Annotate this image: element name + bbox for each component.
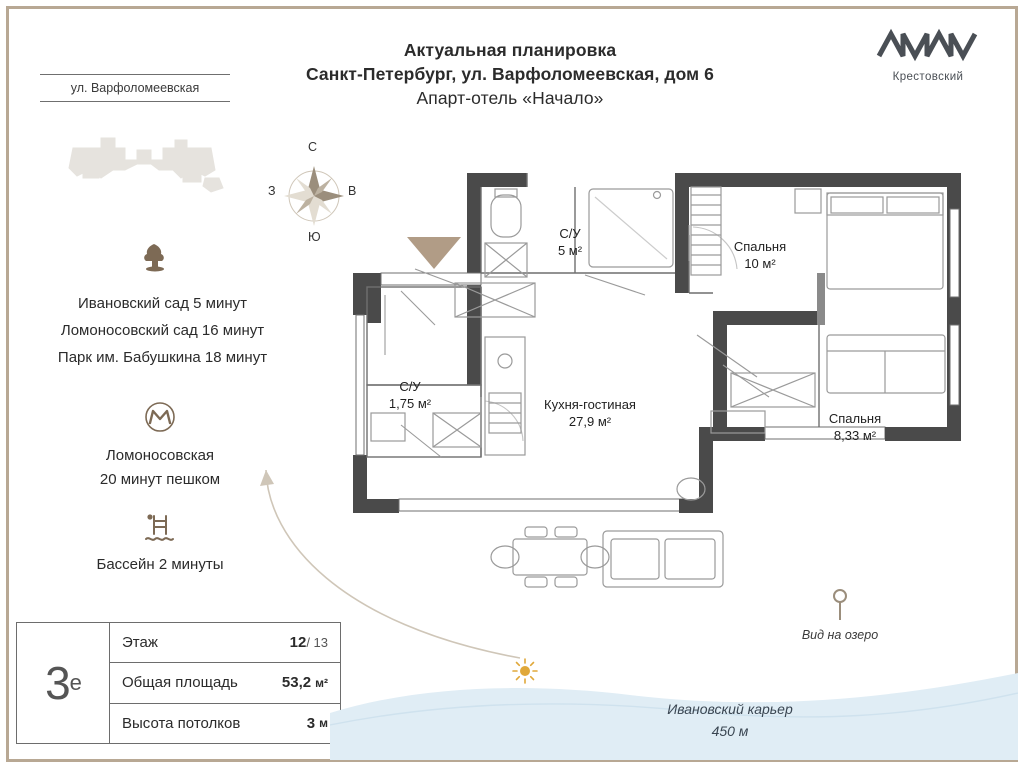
room-area: 5 м²: [557, 243, 583, 258]
logo-mark-icon: [873, 26, 983, 62]
rooms-count-suffix: е: [69, 670, 81, 695]
quarry-annotation: [600, 698, 860, 742]
street-label-text: ул. Варфоломеевская: [70, 81, 200, 95]
walk-item-2: Парк им. Бабушкина 18 минут: [57, 349, 268, 366]
lake-view-label: Вид на озеро: [801, 628, 879, 642]
metro-icon: [140, 400, 180, 434]
pool-icon: [140, 510, 180, 546]
park-tree-icon: [138, 240, 172, 274]
map-pin-icon: [830, 588, 850, 622]
room-label-wc-small: [365, 378, 455, 412]
rooms-count-value: 3: [45, 657, 70, 709]
metro-block: [60, 400, 260, 492]
row-label-area: Общая площадь: [122, 674, 238, 692]
row-suffix-floor: / 13: [306, 635, 328, 651]
compass-north-label: С: [308, 140, 318, 154]
building-mini-plan-icon: [55, 130, 230, 215]
row-label-floor: Этаж: [122, 634, 158, 652]
title-line-2: Санкт-Петербург, ул. Варфоломеевская, дом 6: [305, 64, 714, 84]
room-area: 1,75 м²: [388, 396, 432, 411]
brand-logo: [868, 26, 988, 83]
compass-east-label: В: [348, 184, 357, 198]
room-label-wc-main: [525, 225, 615, 259]
walk-distance-list: [25, 290, 300, 371]
quarry-name: Ивановский карьер: [667, 701, 793, 717]
row-value-area: 53,2: [281, 674, 312, 692]
room-area: 8,33 м²: [833, 428, 877, 443]
compass-west-label: З: [268, 184, 276, 198]
street-label-rule-top: [40, 74, 230, 75]
page-title: [230, 38, 790, 110]
street-label: [40, 74, 230, 102]
room-label-bedroom-1: [705, 238, 815, 272]
pool-block: [60, 510, 260, 573]
table-row: [110, 704, 340, 743]
room-label-kitchen-living: [500, 396, 680, 430]
quarry-distance: 450 м: [711, 723, 749, 739]
street-label-rule-bottom: [40, 101, 230, 102]
room-label-bedroom-2: [800, 410, 910, 444]
compass-south-label: Ю: [308, 230, 321, 244]
row-unit-area: м²: [315, 675, 328, 690]
room-area: 10 м²: [744, 256, 776, 271]
title-line-1: Актуальная планировка: [403, 40, 617, 60]
room-area: 27,9 м²: [568, 414, 612, 429]
room-name: Спальня: [828, 411, 882, 426]
metro-name: Ломоносовская: [105, 447, 215, 464]
title-line-3: Апарт-отель «Начало»: [416, 88, 604, 108]
room-name: Кухня-гостиная: [544, 397, 636, 412]
metro-walk-time: 20 минут пешком: [99, 471, 221, 488]
room-name: Спальня: [733, 239, 787, 254]
rooms-count-badge: [17, 623, 110, 743]
row-value-ceiling: 3: [306, 714, 316, 732]
walk-item-0: Ивановский сад 5 минут: [78, 295, 247, 312]
row-unit-ceiling: м: [319, 716, 328, 731]
logo-name: Крестовский: [892, 71, 964, 83]
row-label-ceiling: Высота потолков: [122, 714, 241, 732]
entrance-arrow-icon: [407, 237, 461, 269]
pool-label: Бассейн 2 минуты: [96, 556, 224, 573]
moon-icon: [248, 448, 268, 470]
room-name: С/У: [399, 379, 421, 394]
row-value-floor: 12: [289, 634, 307, 652]
walk-item-1: Ломоносовский сад 16 минут: [60, 322, 265, 339]
route-arrow: [240, 450, 570, 690]
room-name: С/У: [559, 226, 581, 241]
lake-view-marker: [770, 588, 910, 642]
